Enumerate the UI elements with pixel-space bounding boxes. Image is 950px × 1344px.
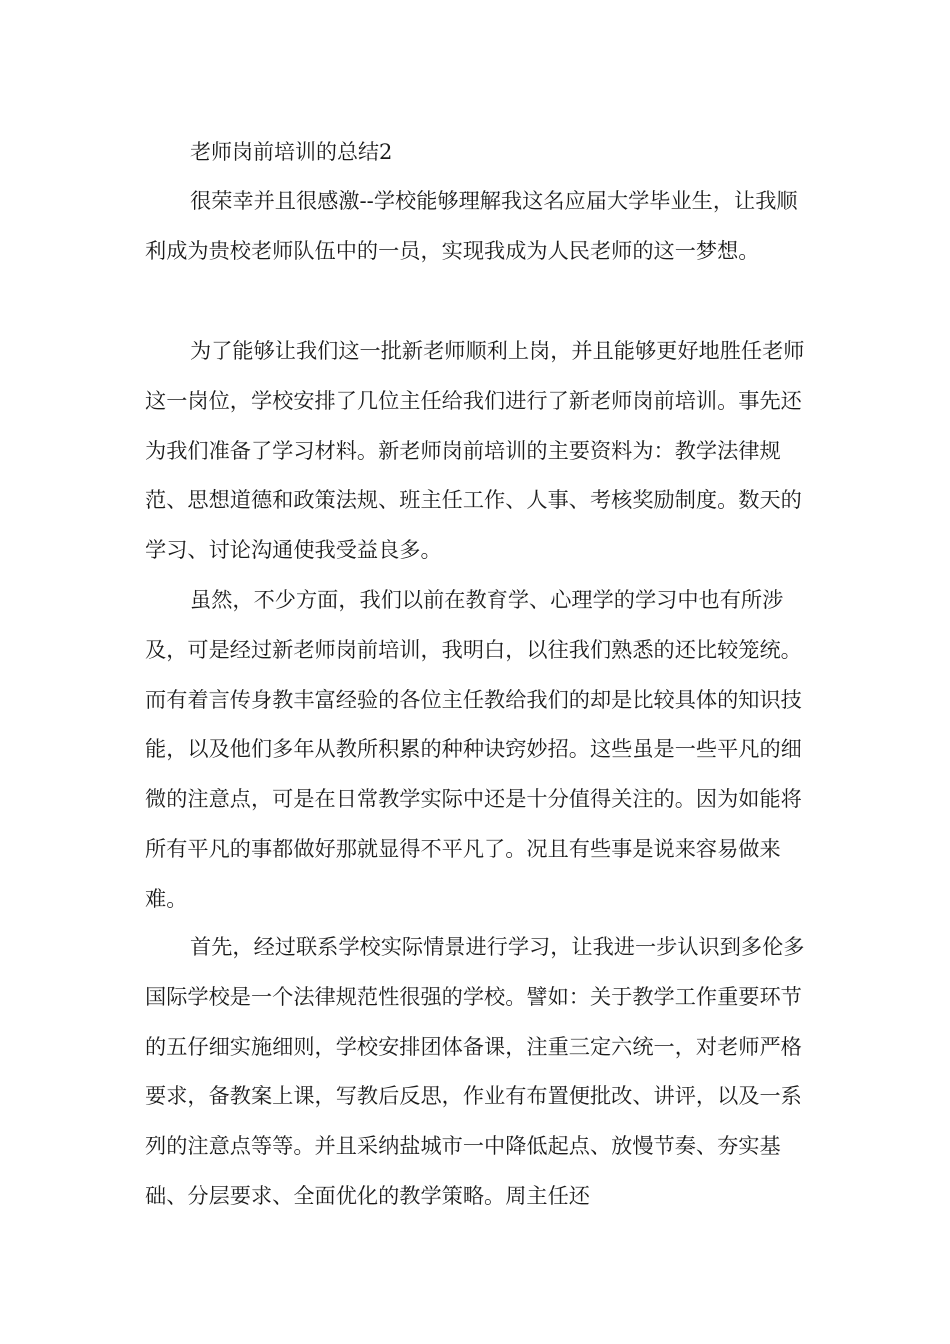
paragraph-3-text: 虽然，不少方面，我们以前在教育学、心理学的学习中也有所涉及，可是经过新老师岗前培训，我明白，以往我们熟悉的还比较笼统。而有着言传身教丰富经验的各位主任教给我们的却是比较具体的知识技能，以及他们多年从教所积累的种种诀窍妙招。这些虽是一些平凡的细微的注意点，可是在日常教学实际中还是十分值得关注的。因为如能将所有平凡的事都做好那就显得不平凡了。况且有些事是说来容易做来难。: [145, 587, 802, 911]
paragraph-1: [145, 176, 813, 276]
paragraph-3: [145, 575, 813, 924]
paragraph-2-text: 为了能够让我们这一批新老师顺利上岗，并且能够更好地胜任老师这一岗位，学校安排了几位主任给我们进行了新老师岗前培训。事先还为我们准备了学习材料。新老师岗前培训的主要资料为：教学法律规范、思想道德和政策法规、班主任工作、人事、考核奖励制度。数天的学习、讨论沟通使我受益良多。: [145, 338, 805, 563]
paragraph-2: [145, 326, 813, 575]
document-title: 老师岗前培训的总结2: [190, 140, 393, 164]
paragraph-1-text: 很荣幸并且很感激--学校能够理解我这名应届大学毕业生，让我顺利成为贵校老师队伍中的一员，实现我成为人民老师的这一梦想。: [145, 188, 798, 263]
paragraph-4: [145, 922, 813, 1221]
paragraph-4-text: 首先，经过联系学校实际情景进行学习，让我进一步认识到多伦多国际学校是一个法律规范性很强的学校。譬如：关于教学工作重要环节的五仔细实施细则，学校安排团体备课，注重三定六统一，对老师严格要求，备教案上课，写教后反思，作业有布置便批改、讲评，以及一系列的注意点等等。并且采纳盐城市一中降低起点、放慢节奏、夯实基础、分层要求、全面优化的教学策略。周主任还: [145, 934, 805, 1208]
